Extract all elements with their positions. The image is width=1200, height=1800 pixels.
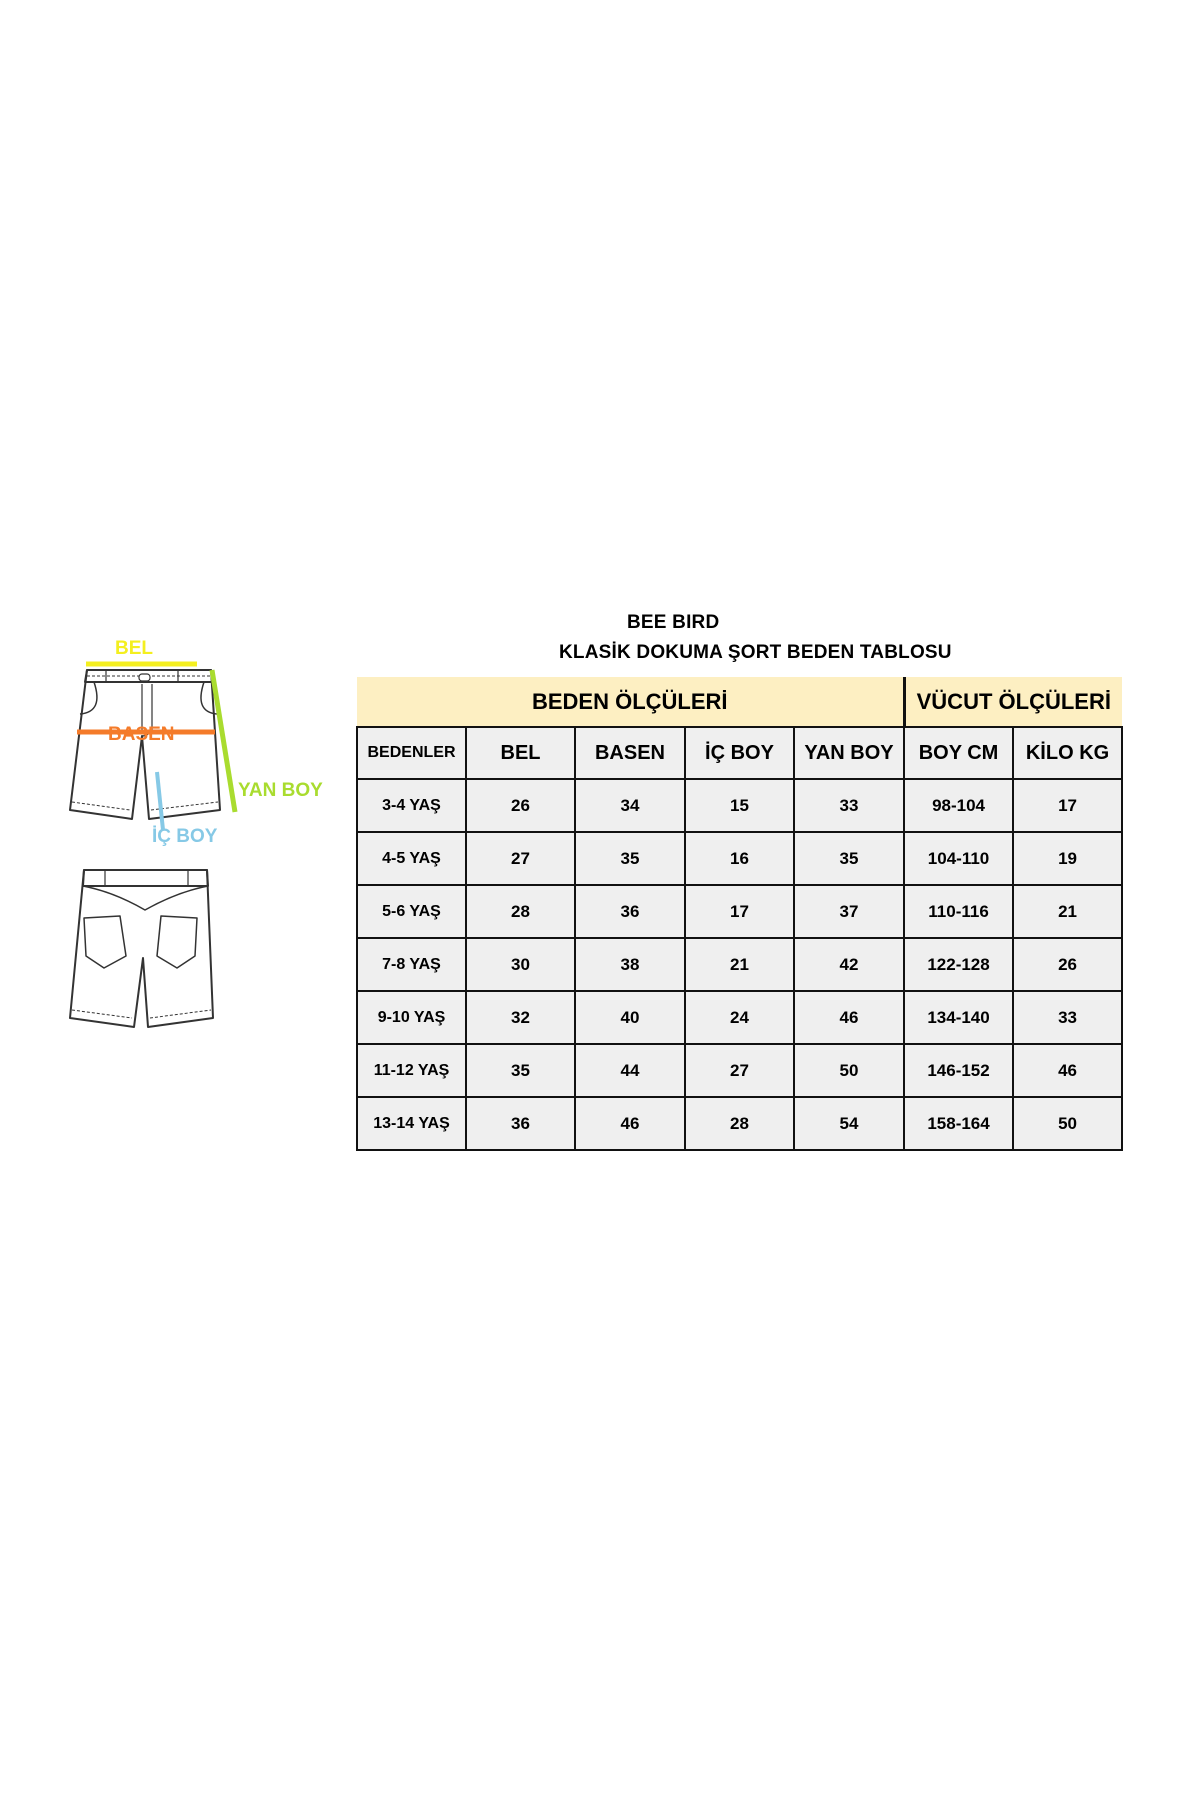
table-cell: 35	[575, 832, 685, 885]
table-cell: 146-152	[904, 1044, 1013, 1097]
group-header-beden-olculeri: BEDEN ÖLÇÜLERİ	[357, 677, 904, 727]
column-header: BOY CM	[904, 727, 1013, 779]
chart-subtitle: KLASİK DOKUMA ŞORT BEDEN TABLOSU	[559, 642, 952, 663]
back-shorts-icon	[70, 870, 213, 1027]
size-label-cell: 11-12 YAŞ	[357, 1044, 466, 1097]
column-header: BEDENLER	[357, 727, 466, 779]
column-header: BEL	[466, 727, 575, 779]
brand-title: BEE BIRD	[627, 612, 720, 633]
table-row	[357, 1044, 1122, 1097]
table-cell: 26	[1013, 938, 1122, 991]
table-cell: 50	[1013, 1097, 1122, 1150]
table-cell: 28	[466, 885, 575, 938]
table-cell: 40	[575, 991, 685, 1044]
table-cell: 17	[685, 885, 794, 938]
table-cell: 134-140	[904, 991, 1013, 1044]
table-cell: 46	[575, 1097, 685, 1150]
size-label-cell: 3-4 YAŞ	[357, 779, 466, 832]
table-cell: 33	[1013, 991, 1122, 1044]
table-cell: 16	[685, 832, 794, 885]
size-label-cell: 4-5 YAŞ	[357, 832, 466, 885]
table-cell: 44	[575, 1044, 685, 1097]
table-cell: 37	[794, 885, 904, 938]
size-label-cell: 7-8 YAŞ	[357, 938, 466, 991]
table-cell: 98-104	[904, 779, 1013, 832]
table-cell: 24	[685, 991, 794, 1044]
group-header-vucut-olculeri: VÜCUT ÖLÇÜLERİ	[904, 677, 1122, 727]
table-cell: 46	[1013, 1044, 1122, 1097]
column-header: YAN BOY	[794, 727, 904, 779]
table-row	[357, 1097, 1122, 1150]
table-row	[357, 779, 1122, 832]
table-cell: 158-164	[904, 1097, 1013, 1150]
table-cell: 46	[794, 991, 904, 1044]
yan-boy-label: YAN BOY	[238, 780, 323, 801]
table-cell: 110-116	[904, 885, 1013, 938]
table-cell: 17	[1013, 779, 1122, 832]
table-cell: 50	[794, 1044, 904, 1097]
table-cell: 27	[685, 1044, 794, 1097]
table-cell: 35	[466, 1044, 575, 1097]
table-cell: 26	[466, 779, 575, 832]
table-cell: 104-110	[904, 832, 1013, 885]
table-cell: 36	[466, 1097, 575, 1150]
table-cell: 21	[1013, 885, 1122, 938]
column-header: KİLO KG	[1013, 727, 1122, 779]
table-cell: 30	[466, 938, 575, 991]
column-header: İÇ BOY	[685, 727, 794, 779]
shorts-illustration	[60, 620, 340, 1040]
basen-label: BASEN	[108, 724, 175, 745]
table-cell: 38	[575, 938, 685, 991]
table-cell: 19	[1013, 832, 1122, 885]
size-label-cell: 13-14 YAŞ	[357, 1097, 466, 1150]
table-cell: 15	[685, 779, 794, 832]
ic-boy-label: İÇ BOY	[152, 826, 218, 847]
table-cell: 33	[794, 779, 904, 832]
table-cell: 21	[685, 938, 794, 991]
column-header: BASEN	[575, 727, 685, 779]
table-cell: 122-128	[904, 938, 1013, 991]
table-cell: 27	[466, 832, 575, 885]
table-cell: 28	[685, 1097, 794, 1150]
table-cell: 36	[575, 885, 685, 938]
table-cell: 54	[794, 1097, 904, 1150]
table-row	[357, 885, 1122, 938]
table-cell: 42	[794, 938, 904, 991]
size-label-cell: 5-6 YAŞ	[357, 885, 466, 938]
size-table	[356, 677, 1123, 1151]
size-label-cell: 9-10 YAŞ	[357, 991, 466, 1044]
table-row	[357, 938, 1122, 991]
table-row	[357, 832, 1122, 885]
table-cell: 35	[794, 832, 904, 885]
table-cell: 32	[466, 991, 575, 1044]
bel-label: BEL	[115, 638, 153, 659]
table-cell: 34	[575, 779, 685, 832]
table-row	[357, 991, 1122, 1044]
